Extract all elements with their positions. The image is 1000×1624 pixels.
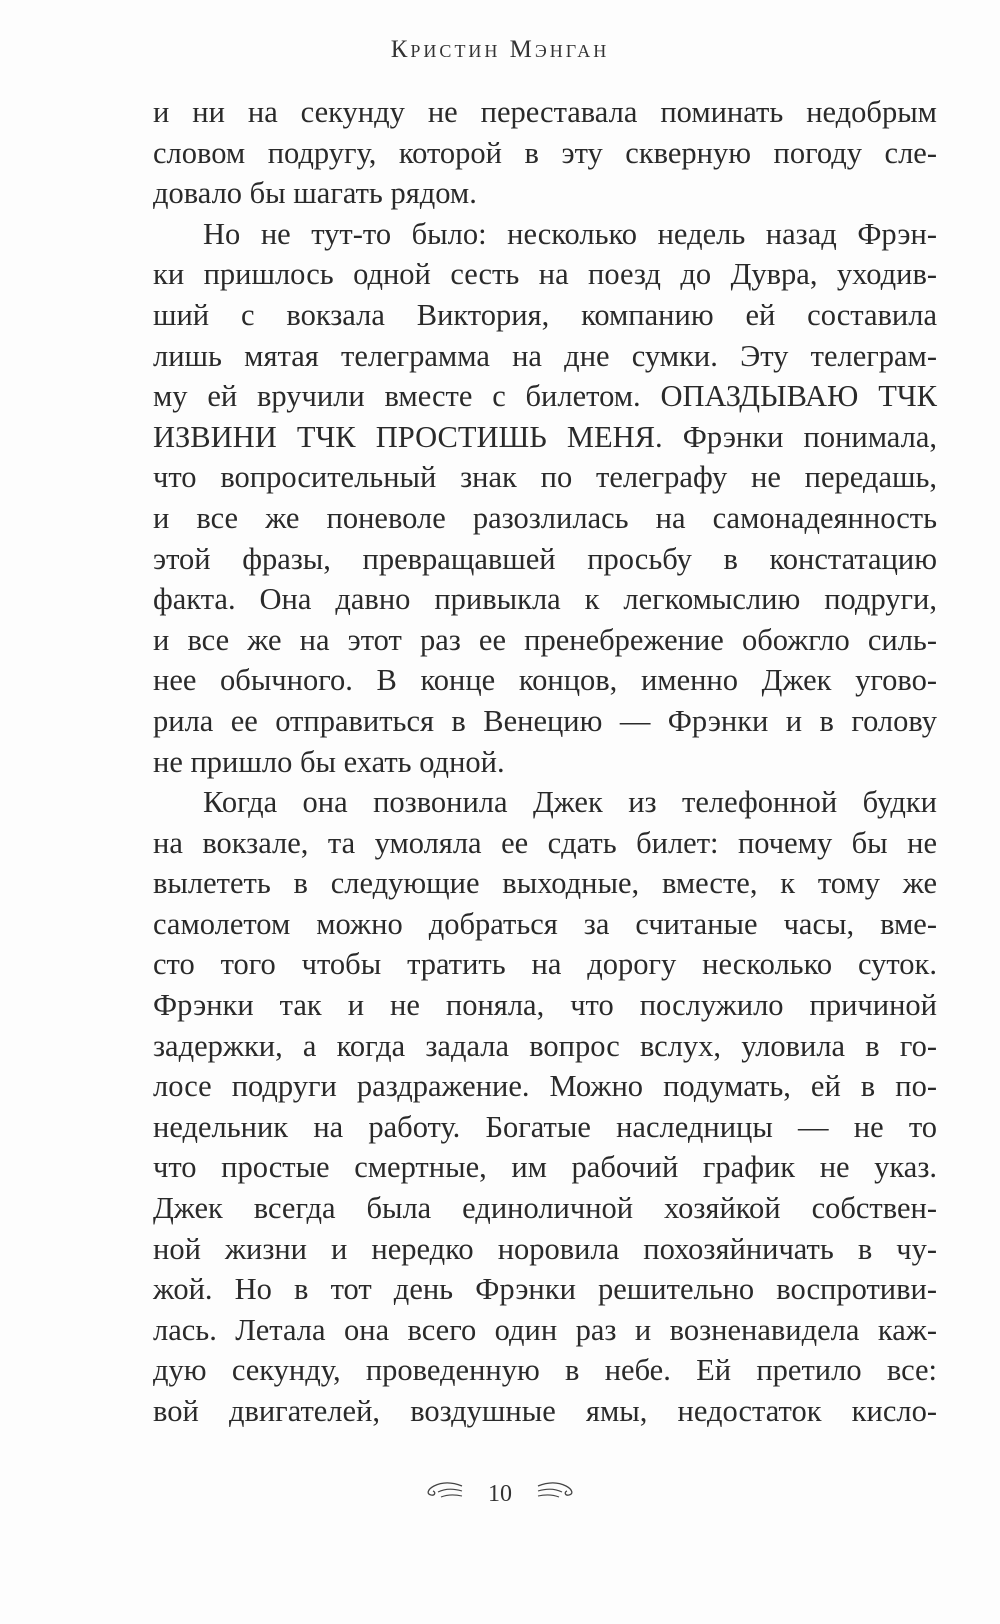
text-line: факта. Она давно привыкла к легкомыслию подруги, — [153, 582, 937, 617]
text-line: ной жизни и нередко норовила похозяйничать в чу- — [153, 1231, 937, 1266]
text-line: этой фразы, превращавшей просьбу в констатацию — [153, 541, 937, 576]
page-number: 10 — [488, 1481, 512, 1507]
text-line: самолетом можно добраться за считаные часы, вме- — [153, 906, 937, 941]
right-flourish-icon — [536, 1480, 578, 1509]
text-line: не пришло бы ехать одной. — [153, 744, 505, 779]
text-line: вой двигателей, воздушные ямы, недостаток кисло- — [153, 1394, 937, 1428]
text-line: ки пришлось одной сесть на поезд до Дувра, уходив- — [153, 257, 937, 292]
text-line: и все же на этот раз ее пренебрежение обожгло силь- — [153, 622, 937, 657]
text-line: Фрэнки так и не поняла, что послужило причиной — [153, 988, 937, 1023]
text-line: вылететь в следующие выходные, вместе, к тому же — [153, 866, 937, 901]
text-line: жой. Но в тот день Фрэнки решительно воспротиви- — [153, 1272, 937, 1307]
text-line: лась. Летала она всего один раз и возненавидела каж- — [153, 1312, 937, 1347]
text-line: задержки, а когда задала вопрос вслух, уловила в го- — [153, 1028, 937, 1063]
text-line: недельник на работу. Богатые наследницы — не то — [153, 1109, 937, 1144]
page-footer — [0, 1480, 1000, 1509]
text-line: что вопросительный знак по телеграфу не передашь, — [153, 460, 937, 495]
text-line: сто того чтобы тратить на дорогу несколько суток. — [153, 947, 937, 982]
text-line: лишь мятая телеграмма на дне сумки. Эту телеграм- — [153, 338, 937, 373]
text-line: и ни на секунду не переставала поминать недобрым — [153, 95, 937, 129]
text-line: Когда она позвонила Джек из телефонной будки — [203, 785, 937, 820]
text-line: лосе подруги раздражение. Можно подумать, ей в по- — [153, 1069, 937, 1104]
text-line: и все же поневоле разозлилась на самонадеянность — [153, 500, 937, 535]
body-text — [153, 92, 937, 1432]
text-line: му ей вручили вместе с билетом. ОПАЗДЫВАЮ ТЧК — [153, 379, 937, 414]
text-line: Но не тут-то было: несколько недель назад Фрэн- — [203, 216, 937, 251]
running-head — [0, 36, 1000, 64]
text-line: ИЗВИНИ ТЧК ПРОСТИШЬ МЕНЯ. Фрэнки понимала, — [153, 419, 937, 454]
text-line: словом подругу, которой в эту скверную погоду сле- — [153, 135, 937, 170]
text-line: на вокзале, та умоляла ее сдать билет: почему бы не — [153, 825, 937, 860]
text-line: довало бы шагать рядом. — [153, 176, 477, 211]
text-line: дую секунду, проведенную в небе. Ей претило все: — [153, 1353, 937, 1388]
text-line: рила ее отправиться в Венецию — Фрэнки и в голову — [153, 703, 937, 738]
text-line: Джек всегда была единоличной хозяйкой собствен- — [153, 1191, 937, 1226]
text-line: что простые смертные, им рабочий график не указ. — [153, 1150, 937, 1185]
running-head-author: Кристин Мэнган — [390, 36, 610, 63]
left-flourish-icon — [422, 1480, 464, 1509]
text-line: нее обычного. В конце концов, именно Джек угово- — [153, 663, 937, 698]
text-line: ший с вокзала Виктория, компанию ей составила — [153, 297, 937, 332]
